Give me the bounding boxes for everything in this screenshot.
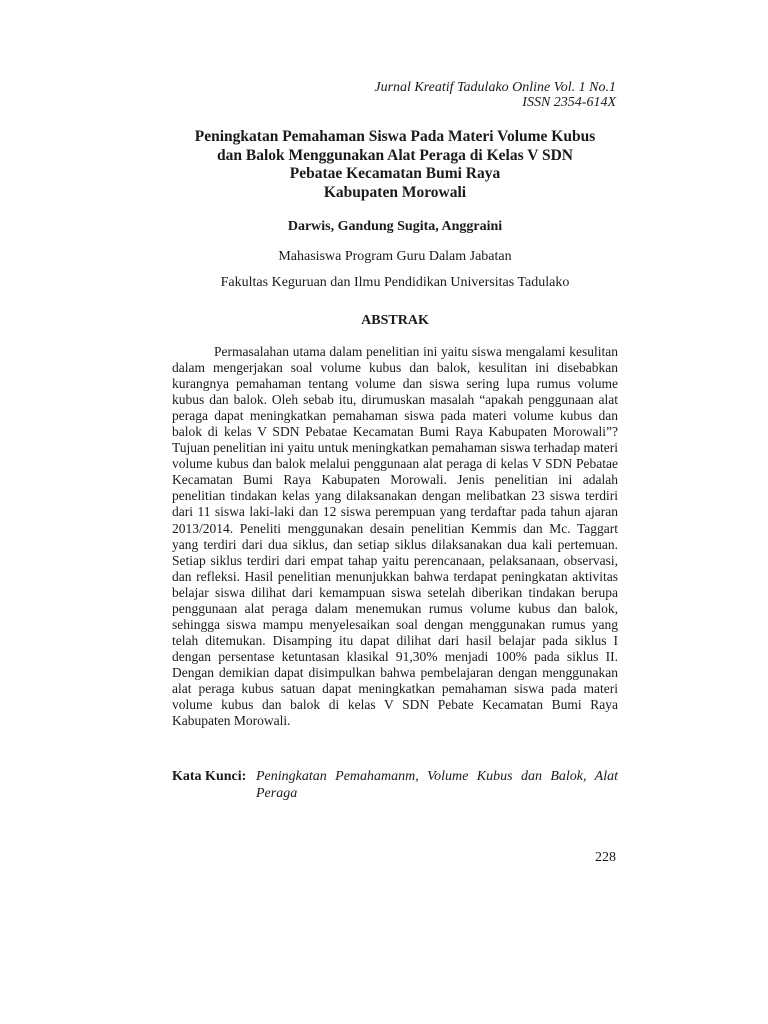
affiliation-faculty: Fakultas Keguruan dan Ilmu Pendidikan Universitas Tadulako (220, 275, 570, 290)
authors: Darwis, Gandung Sugita, Anggraini (287, 219, 503, 234)
abstract-heading: ABSTRAK (361, 313, 429, 328)
title-line: Kabupaten Morowali (323, 183, 467, 201)
journal-issn: ISSN 2354-614X (522, 95, 616, 110)
keywords-text: Peningkatan Pemahamanm, Volume Kubus dan Balok, Alat Peraga (256, 769, 618, 801)
journal-name: Jurnal Kreatif Tadulako Online Vol. 1 No.1 (374, 80, 616, 95)
abstract-body: Permasalahan utama dalam penelitian ini yaitu siswa mengalami kesulitan dalam mengerjakan soal volume kubus dan balok, kesulitan ini disebabkan kurangnya pemahaman tentang volume dan siswa sering lupa rumus volume kubus dan balok. Oleh sebab itu, dirumuskan masalah “apakah penggunaan alat peraga dapat meningkatkan pemahaman siswa pada materi volume kubus dan balok di kelas V SDN Pebatae Kecamatan Bumi Raya Kabupaten Morowali”? Tujuan penelitian ini yaitu untuk meningkatkan pemahaman siswa terhadap materi volume kubus dan balok melalui penggunaan alat peraga di kelas V SDN Pebatae Kecamatan Bumi Raya Kabupaten Morowali. Jenis penelitian ini adalah penelitian tindakan kelas yang dilaksanakan dengan melibatkan 23 siswa terdiri dari 11 siswa laki-laki dan 12 siswa perempuan yang terdaftar pada tahun ajaran 2013/2014. Peneliti menggunakan desain penelitian Kemmis dan Mc. Taggart yang terdiri dari dua siklus, dan setiap siklus dilaksanakan dua kali pertemuan. Setiap siklus terdiri dari empat tahap yaitu perencanaan, pelaksanaan, observasi, dan refleksi. Hasil penelitian menunjukkan bahwa terdapat peningkatan aktivitas belajar siswa dilihat dari kemampuan siswa setelah diberikan tindakan berupa penggunaan alat peraga dalam menemukan rumus volume kubus dan balok, sehingga siswa mampu menyelesaikan soal dengan menggunakan rumus yang telah ditemukan. Disamping itu dapat dilihat dari hasil belajar pada siklus I dengan persentase ketuntasan klasikal 91,30% menjadi 100% pada siklus II. Dengan demikian dapat disimpulkan bahwa pembelajaran dengan menggunakan alat peraga kubus satuan dapat meningkatkan pemahaman siswa pada materi volume kubus dan balok di kelas V SDN Pebate Kecamatan Bumi Raya Kabupaten Morowali. (172, 344, 619, 729)
title-line: dan Balok Menggunakan Alat Peraga di Kelas V SDN (217, 146, 573, 164)
affiliation-program: Mahasiswa Program Guru Dalam Jabatan (278, 249, 512, 264)
title-line: Peningkatan Pemahaman Siswa Pada Materi Volume Kubus (194, 128, 596, 145)
keywords (172, 768, 618, 802)
journal-header (374, 80, 616, 110)
page-number: 228 (595, 850, 616, 865)
keywords-label: Kata Kunci: (172, 769, 247, 784)
paper-title (140, 128, 650, 202)
title-line: Pebatae Kecamatan Bumi Raya (289, 165, 501, 182)
